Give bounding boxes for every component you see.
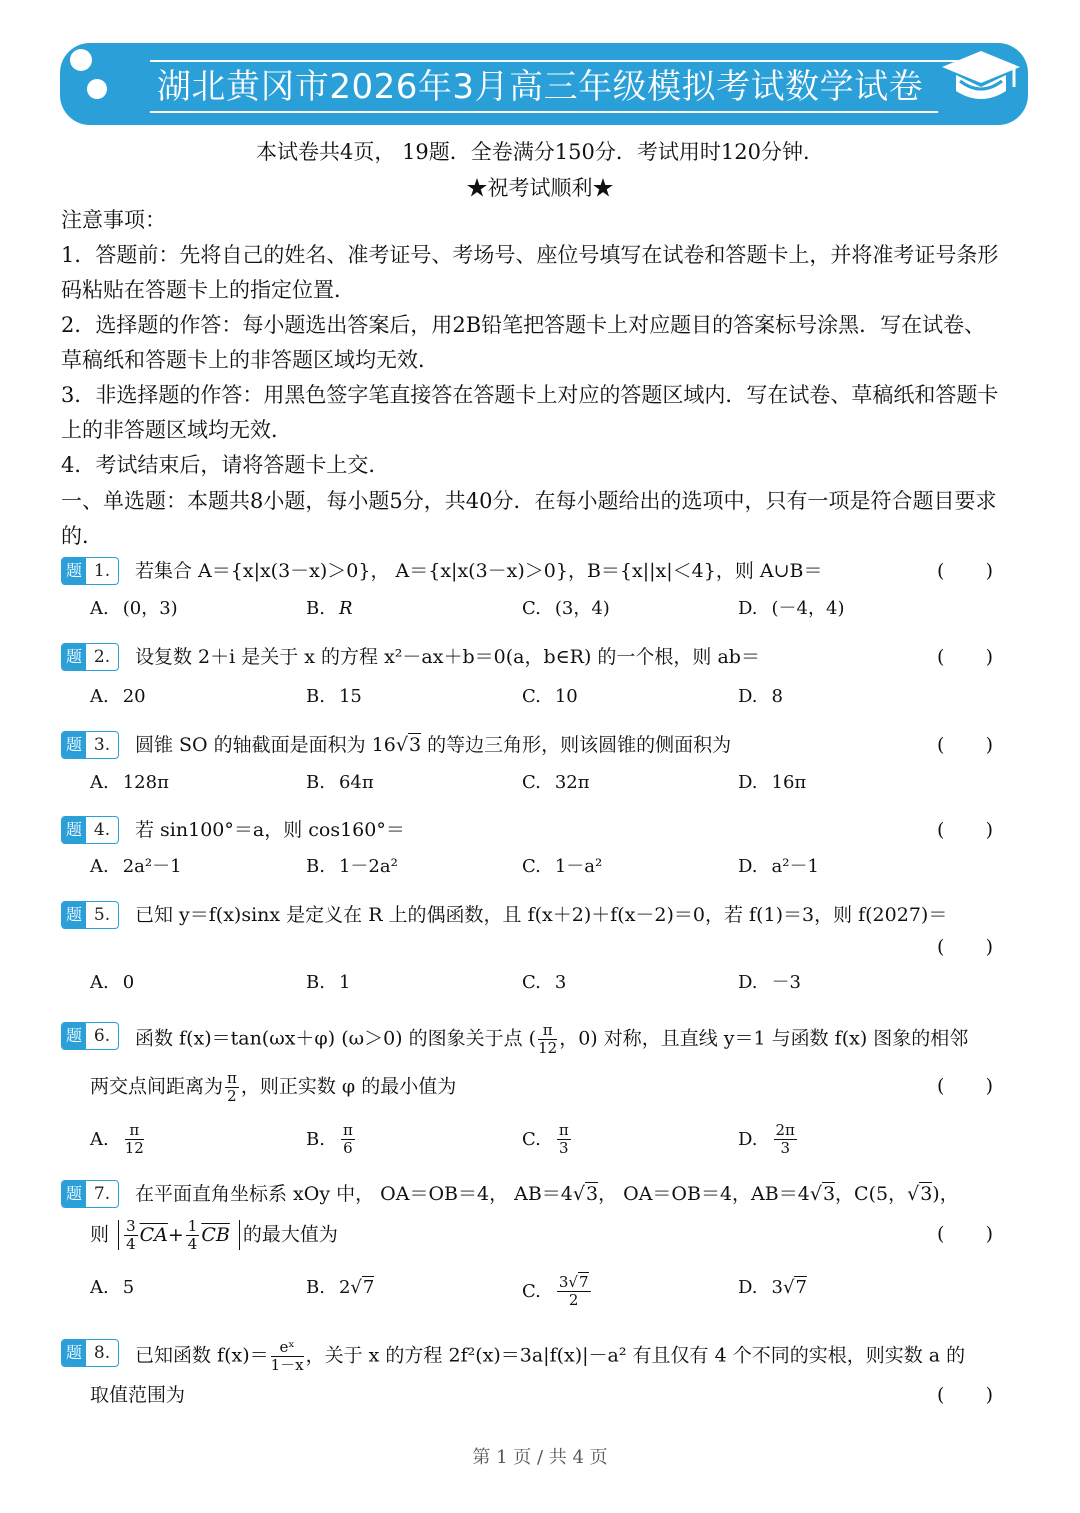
question-stem-line2: 则 $\frac{3}{4}$ $\overline{CA}+$ $\frac{1}{4}$ $\overline{CB}$ 的最大值为	[90, 1217, 338, 1253]
option-b: B. $\frac{\pi}{6}$	[306, 1121, 353, 1157]
option-d: D. (－4，4)	[738, 598, 845, 619]
question-tag: 题 8.	[61, 1339, 119, 1367]
question-tag: 题 5.	[61, 901, 119, 929]
title-banner	[60, 43, 1028, 125]
answer-paren: ( )	[937, 734, 993, 756]
good-luck: ★祝考试顺利★	[466, 176, 614, 200]
option-c: C. $\frac{3√7}{2}$	[522, 1273, 589, 1309]
banner-line	[150, 111, 938, 113]
option-a: A. 2a²－1	[90, 856, 182, 877]
option-b: B. 15	[306, 686, 362, 707]
notice-heading: 注意事项：	[61, 208, 166, 232]
exam-title: 湖北黄冈市2026年3月高三年级模拟考试数学试卷	[156, 67, 924, 107]
notice-item: 2．选择题的作答：每小题选出答案后，用2B铅笔把答题卡上对应题目的答案标号涂黑．写在试卷、草稿纸和答题卡上的非答题区域均无效．	[61, 313, 986, 372]
option-a: A. $\frac{\pi}{12}$	[90, 1121, 144, 1157]
question-tag: 题 3.	[61, 731, 119, 759]
decorative-dot	[70, 49, 92, 71]
notice-item: 1．答题前：先将自己的姓名、准考证号、考场号、座位号填写在试卷和答题卡上，并将准考证号条形码粘贴在答题卡上的指定位置．	[61, 243, 999, 302]
question-tag: 题 1.	[61, 557, 119, 585]
question-stem: 设复数 2＋i 是关于 x 的方程 x²－ax＋b＝0(a，b∈R) 的一个根，则 ab＝	[135, 646, 760, 668]
question-8	[61, 1339, 1001, 1419]
answer-paren: ( )	[937, 646, 993, 668]
answer-paren: ( )	[937, 936, 993, 958]
option-a: A. 20	[90, 686, 146, 707]
question-4	[61, 816, 1001, 886]
option-d: D. 3√7	[738, 1277, 807, 1298]
question-tag: 题 2.	[61, 643, 119, 671]
option-a: A. 128π	[90, 772, 169, 793]
question-tag: 题 4.	[61, 816, 119, 844]
question-1	[61, 557, 1001, 627]
question-3	[61, 731, 1001, 801]
question-6	[61, 1022, 1001, 1162]
notice-item: 3．非选择题的作答：用黑色签字笔直接答在答题卡上对应的答题区域内．写在试卷、草稿纸和答题卡上的非答题区域均无效．	[61, 383, 999, 442]
question-stem: 圆锥 SO 的轴截面是面积为 16√3 的等边三角形，则该圆锥的侧面积为	[135, 734, 732, 756]
question-tag: 题 6.	[61, 1022, 119, 1050]
section-heading: 一、单选题：本题共8小题，每小题5分，共40分．在每小题给出的选项中，只有一项是符合题目要求的．	[61, 489, 997, 548]
option-c: C. 1－a²	[522, 856, 603, 877]
question-stem: 若 sin100°＝a，则 cos160°＝	[135, 819, 405, 841]
option-a: A. (0，3)	[90, 598, 178, 619]
banner-line	[150, 60, 958, 62]
answer-paren: ( )	[937, 819, 993, 841]
option-c: C. (3，4)	[522, 598, 610, 619]
option-d: D. a²－1	[738, 856, 819, 877]
answer-paren: ( )	[937, 1075, 993, 1097]
decorative-dot	[87, 79, 107, 99]
option-c: C. 10	[522, 686, 578, 707]
question-stem: 若集合 A＝{x|x(3－x)＞0}， A＝{x|x(3－x)＞0}，B＝{x||x|＜4}，则 A∪B＝	[135, 560, 823, 582]
question-tag: 题 7.	[61, 1180, 119, 1208]
option-b: B. 1－2a²	[306, 856, 398, 877]
option-b: B. R	[306, 598, 353, 619]
option-d: D. －3	[738, 972, 801, 993]
question-stem: 函数 f(x)＝tan(ωx＋φ) (ω＞0) 的图象关于点 ( $\frac{\pi}{12}$ ，0) 对称，且直线 y＝1 与函数 f(x) 图象的相邻	[135, 1021, 969, 1057]
option-d: D. 16π	[738, 772, 807, 793]
option-c: C. $\frac{\pi}{3}$	[522, 1121, 569, 1157]
graduation-cap-icon	[940, 47, 1022, 113]
page-number: 第 1 页 / 共 4 页	[472, 1447, 608, 1468]
answer-paren: ( )	[937, 1223, 993, 1245]
option-b: B. 2√7	[306, 1277, 375, 1298]
exam-info: 本试卷共4页， 19题．全卷满分150分．考试用时120分钟．	[256, 140, 824, 164]
question-stem: 已知函数 f(x)＝ $\frac{\text{eˣ}}{1-x}$ ，关于 x 的方程 2f²(x)＝3a|f(x)|－a² 有且仅有 4 个不同的实根，则实数 a 的	[135, 1338, 966, 1374]
option-c: C. 3	[522, 972, 567, 993]
question-stem-line2: 两交点间距离为 $\frac{\pi}{2}$ ，则正实数 φ 的最小值为	[90, 1069, 457, 1105]
option-a: A. 0	[90, 972, 135, 993]
question-stem: 在平面直角坐标系 xOy 中， OA＝OB＝4， AB＝4√3， OA＝OB＝4，AB＝4√3，C(5，√3)，	[135, 1183, 959, 1205]
notice-item: 4．考试结束后，请将答题卡上交．	[61, 453, 390, 477]
question-5	[61, 901, 1001, 1001]
question-stem: 已知 y＝f(x)sinx 是定义在 R 上的偶函数，且 f(x＋2)＋f(x－2)＝0，若 f(1)＝3，则 f(2027)＝	[135, 904, 948, 926]
option-d: D. $\frac{2\pi}{3}$	[738, 1121, 795, 1157]
option-d: D. 8	[738, 686, 783, 707]
question-7	[61, 1180, 1001, 1320]
option-b: B. 64π	[306, 772, 374, 793]
question-2	[61, 643, 1001, 713]
answer-paren: ( )	[937, 560, 993, 582]
question-stem-line2: 取值范围为	[90, 1384, 186, 1406]
option-b: B. 1	[306, 972, 351, 993]
option-a: A. 5	[90, 1277, 135, 1298]
option-c: C. 32π	[522, 772, 590, 793]
answer-paren: ( )	[937, 1384, 993, 1406]
